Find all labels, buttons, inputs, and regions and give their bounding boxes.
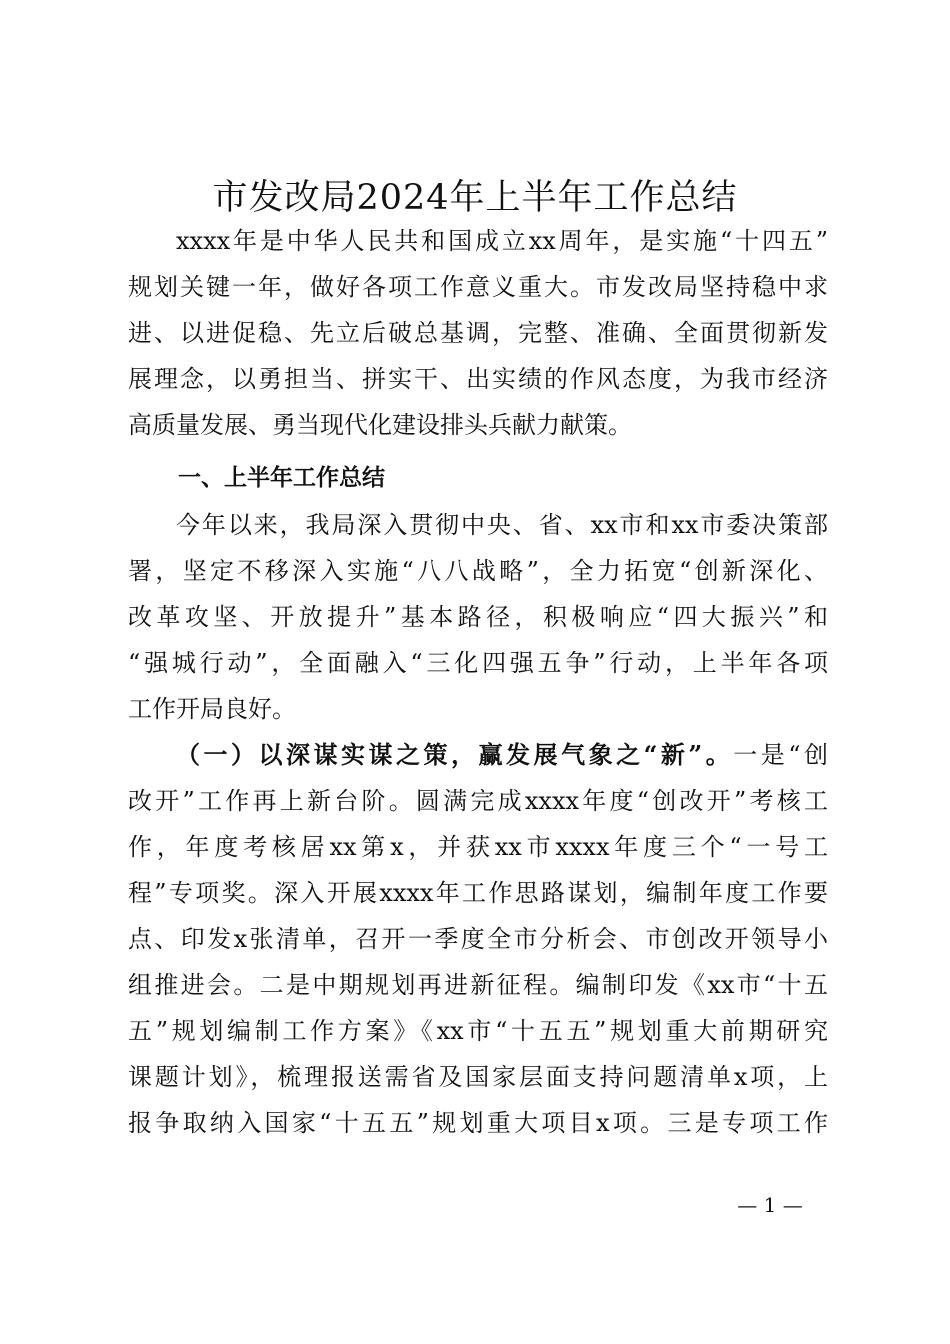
subsection-line: 作，年度考核居xx第x，并获xx市xxxx年度三个“一号工 — [128, 833, 828, 861]
subsection-line: 报争取纳入国家“十五五”规划重大项目x项。三是专项工作 — [128, 1109, 828, 1137]
intro-line: 进、以进促稳、先立后破总基调，完整、准确、全面贯彻新发 — [128, 319, 828, 347]
document-title: 市发改局2024年上半年工作总结 — [212, 178, 738, 218]
subsection-line: 改开”工作再上新台阶。圆满完成xxxx年度“创改开”考核工 — [128, 787, 828, 815]
section-line: 工作开局良好。 — [128, 695, 296, 723]
intro-line: 展理念，以勇担当、拼实干、出实绩的作风态度，为我市经济 — [128, 365, 828, 393]
section-line: 署，坚定不移深入实施“八八战略”，全力拓宽“创新深化、 — [128, 557, 828, 585]
page-number: — 1 — — [737, 1193, 803, 1217]
subsection-line: 课题计划》，梳理报送需省及国家层面支持问题清单x项，上 — [128, 1063, 828, 1091]
intro-line: xxxx年是中华人民共和国成立xx周年，是实施“十四五” — [176, 227, 828, 255]
subsection-first-rest: 一是“创 — [733, 741, 828, 769]
intro-line: 规划关键一年，做好各项工作意义重大。市发改局坚持稳中求 — [128, 273, 828, 301]
section-line: “强城行动”，全面融入“三化四强五争”行动，上半年各项 — [128, 649, 828, 677]
section-line: 改革攻坚、开放提升”基本路径，积极响应“四大振兴”和 — [128, 603, 828, 631]
section-line: 今年以来，我局深入贯彻中央、省、xx市和xx市委决策部 — [176, 511, 828, 539]
intro-line: 高质量发展、勇当现代化建设排头兵献力献策。 — [128, 411, 632, 439]
subsection-heading: （一）以深谋实谋之策，赢发展气象之“新”。 — [176, 740, 734, 769]
subsection-line: 程”专项奖。深入开展xxxx年工作思路谋划，编制年度工作要 — [128, 879, 828, 907]
subsection-first-line — [176, 732, 828, 778]
subsection-line: 五”规划编制工作方案》《xx市“十五五”规划重大前期研究 — [128, 1017, 828, 1045]
section-heading: 一、上半年工作总结 — [178, 465, 385, 491]
subsection-line: 组推进会。二是中期规划再进新征程。编制印发《xx市“十五 — [128, 971, 828, 999]
subsection-line: 点、印发x张清单，召开一季度全市分析会、市创改开领导小 — [128, 925, 828, 953]
